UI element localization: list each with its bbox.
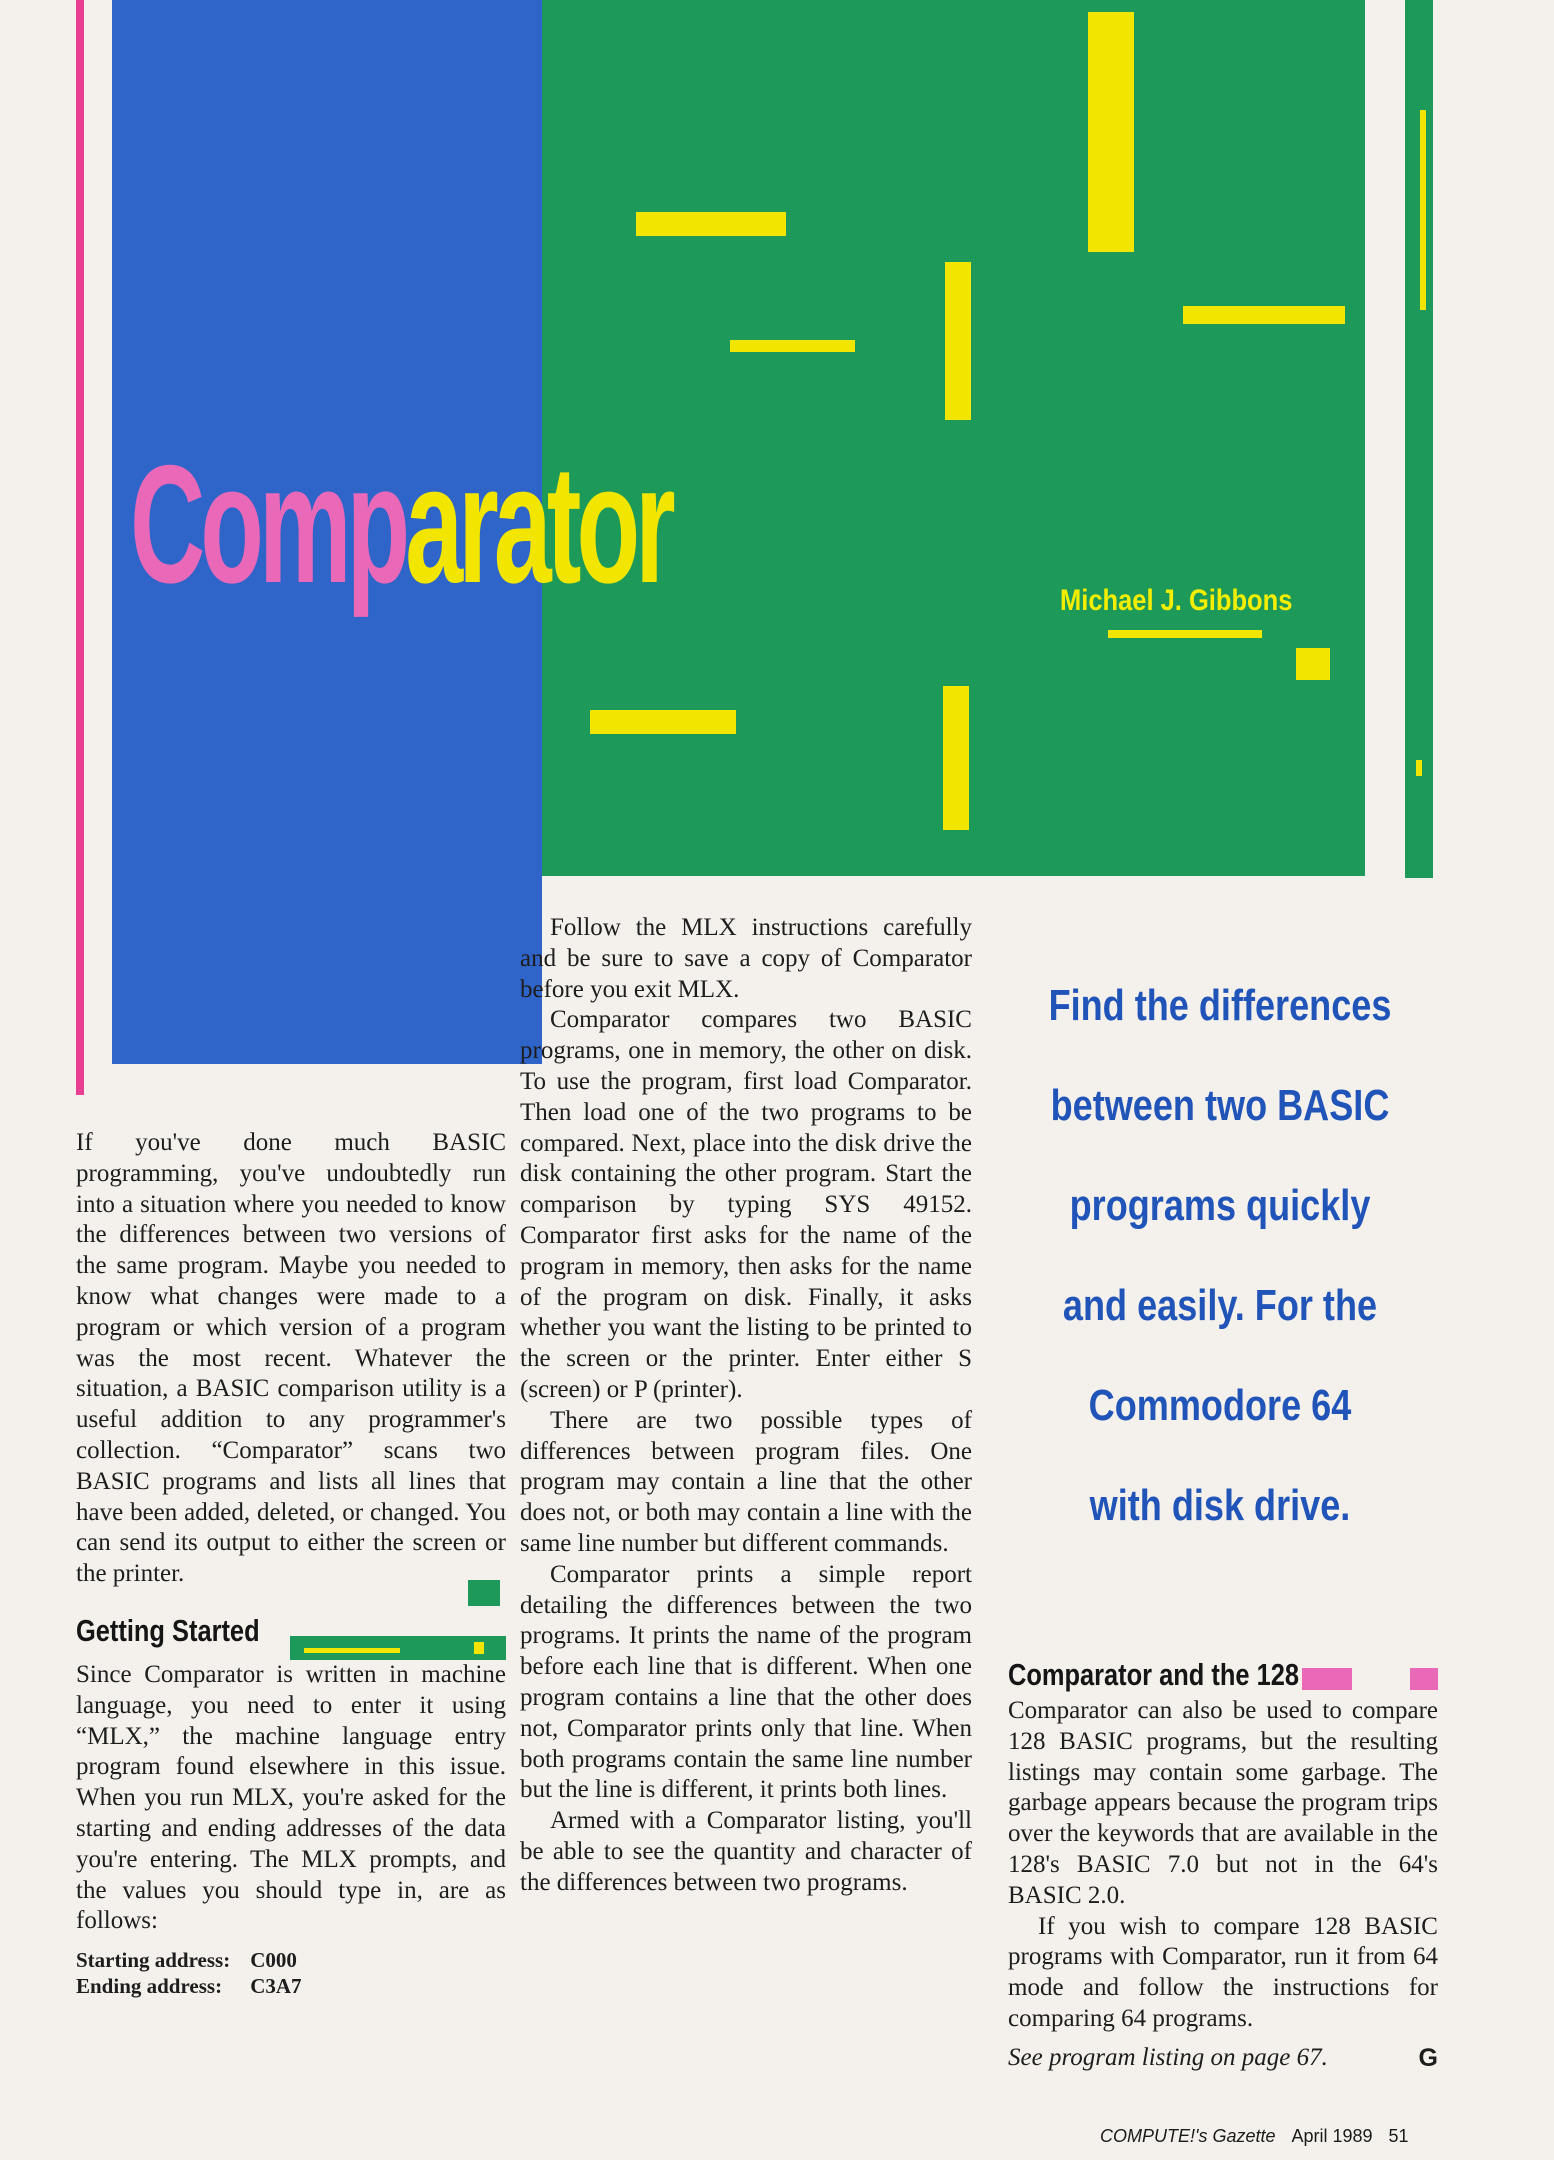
page-folio <box>1100 2126 1409 2147</box>
pull-quote-line: Find the differences <box>1048 981 1392 1030</box>
end-address-label: Ending address: <box>76 1974 223 1999</box>
end-address-value: C3A7 <box>250 1974 302 1999</box>
pink-marker <box>1410 1668 1438 1690</box>
yellow-bar <box>1416 760 1422 776</box>
paragraph: Follow the MLX instructions carefully and be sure to save a copy of Comparator before you exit MLX. <box>520 914 972 1003</box>
paragraph: There are two possible types of differences between program files. One program may contain a line that the other does not, or both may contain a line with the same line number but different commands. <box>520 1406 972 1557</box>
heading-decoration <box>290 1636 506 1660</box>
paragraph: Comparator prints a simple report detailing the differences between the two programs. It prints the name of the program before each line that is different. When one program contains a line that the other does not, Comparator prints only that line. When both programs contain the same line number but the line is different, it prints both lines. <box>520 1560 972 1804</box>
listing-reference: See program listing on page 67. <box>1008 2043 1328 2071</box>
intro-paragraph: If you've done much BASIC programming, you've undoubtedly run into a situation where you needed to know the differences between two versions of the same program. Maybe you needed to know what changes were made to a program or which version of a program was the most recent. Whatever the situation, a BASIC comparison utility is a useful addition to any programmer's collection. “Comparator” scans two BASIC programs and lists all lines that have been added, deleted, or changed. You can send its output to either the screen or the printer. <box>76 1129 506 1588</box>
paragraph: Armed with a Comparator listing, you'll be able to see the quantity and character of the differences between two programs. <box>520 1807 972 1896</box>
paragraph: If you wish to compare 128 BASIC programs with Comparator, run it from 64 mode and follow the instructions for comparing 64 programs. <box>1008 1912 1438 2032</box>
issue-date: April 1989 <box>1291 2126 1373 2146</box>
getting-started-heading: Getting Started <box>76 1612 260 1648</box>
yellow-bar <box>1420 110 1426 310</box>
body-column-3 <box>1008 1657 1438 2074</box>
yellow-bar <box>1296 648 1330 680</box>
address-table <box>76 1947 322 1999</box>
paragraph: Comparator can also be used to compare 128 BASIC programs, but the resulting listings may contain some garbage. The garbage appears because the program trips over the keywords that are available in the 128's BASIC 7.0 but not in the 64's BASIC 2.0. <box>1008 1697 1438 1909</box>
yellow-bar <box>945 262 971 420</box>
getting-started-heading-row <box>76 1610 506 1660</box>
heading-decoration-square <box>468 1580 500 1606</box>
pink-marker <box>1302 1668 1352 1690</box>
yellow-bar <box>636 212 786 236</box>
article-title: Comparator <box>130 430 671 618</box>
start-address-value: C000 <box>250 1948 297 1973</box>
magazine-name: COMPUTE!'s Gazette <box>1100 2126 1276 2146</box>
pull-quote-line: with disk drive. <box>1089 1481 1351 1530</box>
yellow-bar <box>1088 12 1134 252</box>
listing-reference-row <box>1008 2043 1438 2074</box>
pull-quote-line: Commodore 64 <box>1088 1381 1352 1430</box>
pull-quote <box>1000 956 1440 1556</box>
yellow-bar <box>730 340 855 352</box>
page-number: 51 <box>1388 2126 1409 2146</box>
start-address-label: Starting address: <box>76 1948 231 1973</box>
sidebar-heading: Comparator and the 128 <box>1008 1657 1299 1692</box>
author-byline: Michael J. Gibbons <box>1060 584 1293 617</box>
body-column-1 <box>76 1128 506 1999</box>
sidebar-heading-row <box>1008 1657 1438 1694</box>
paragraph: Comparator compares two BASIC programs, one in memory, the other on disk. To use the program, first load Comparator. Then load one of the two programs to be compared. Next, place into the disk drive the disk containing the other program. Start the comparison by typing SYS 49152. Comparator first asks for the name of the program in memory, then asks for the name of the program on disk. Finally, it asks whether you want the listing to be printed to the screen or the printer. Enter either S (screen) or P (printer). <box>520 1006 972 1403</box>
pull-quote-line: between two BASIC <box>1050 1081 1390 1130</box>
yellow-bar <box>1183 306 1345 324</box>
end-mark: G <box>1418 2043 1438 2072</box>
yellow-bar <box>943 686 969 830</box>
pull-quote-line: and easily. For the <box>1062 1281 1378 1330</box>
getting-started-paragraph: Since Comparator is written in machine language, you need to enter it using “MLX,” the machine language entry program found elsewhere in this issue. When you run MLX, you're asked for the starting and ending addresses of the data you're entering. The MLX prompts, and the values you should type in, are as follows: <box>76 1660 506 1935</box>
body-column-2 <box>520 913 972 1899</box>
yellow-bar <box>590 710 736 734</box>
yellow-bar <box>1108 630 1262 638</box>
pull-quote-line: programs quickly <box>1069 1181 1371 1230</box>
pink-margin-rule <box>76 0 84 1095</box>
green-edge-strip <box>1405 0 1433 878</box>
